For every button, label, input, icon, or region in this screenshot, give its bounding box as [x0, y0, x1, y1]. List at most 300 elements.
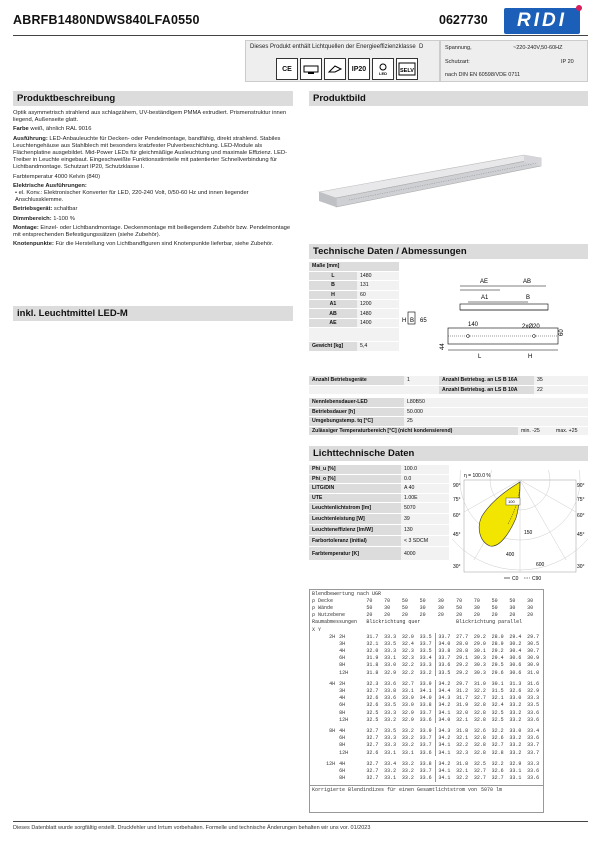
ugr-cell: 32.4 [401, 640, 414, 647]
schutzart-label: Schutzart: [445, 59, 470, 65]
ugr-cell: 33.7 [436, 655, 454, 662]
ugr-row [310, 648, 543, 655]
ugr-cell: 33.3 [527, 760, 540, 767]
ugr-cell: 32.7 [366, 735, 379, 742]
ip20-icon [348, 58, 370, 80]
ugr-cell: 32.2 [456, 742, 469, 749]
licht-table [309, 465, 449, 561]
ugr-cell: 6H [339, 655, 346, 662]
ugr-x [310, 669, 337, 676]
ugr-cell: 32.0 [456, 709, 469, 716]
polar-90r: 90° [577, 483, 585, 489]
ugr-cell: 30.3 [473, 669, 486, 676]
ugr-cell: 33.5 [419, 633, 432, 640]
ugr-cell: 6H [339, 702, 346, 709]
ugr-cell: 33.6 [527, 775, 540, 782]
ugr-cell: 32.6 [366, 695, 379, 702]
ugr-row [310, 695, 543, 702]
ugr-cell: 33.7 [419, 640, 432, 647]
ugr-cell: 33.6 [527, 716, 540, 723]
ugr-row [310, 760, 543, 767]
ugr-cell: 33.3 [384, 648, 397, 655]
ugr-cell: 30.3 [473, 662, 486, 669]
ugr-cell: 33.2 [384, 767, 397, 774]
ugr-cell: 33.0 [401, 702, 414, 709]
polar-30l: 30° [453, 564, 461, 570]
ugr-cell: 50 [401, 604, 408, 611]
ugr-cell: 3H [339, 640, 346, 647]
ugr-cell: 34.2 [436, 735, 454, 742]
licht-value: 130 [401, 525, 449, 536]
ugr-cell: 50 [366, 604, 373, 611]
ugr-row [310, 727, 543, 734]
ugr-cell: 34.1 [436, 742, 454, 749]
dim-ab: AB [523, 279, 532, 285]
ugr-note-value: 5070 lm [481, 786, 503, 793]
ip20-text: IP20 [351, 65, 367, 73]
ugr-cell: 50 [491, 604, 498, 611]
masse-table [309, 262, 399, 352]
ugr-row [310, 742, 543, 749]
ugr-cell: 30.6 [509, 655, 522, 662]
ugr-x [310, 735, 337, 742]
ugr-x [310, 695, 337, 702]
ugr-cell: 20 [527, 612, 534, 619]
ugr-dir-label: Blickrichtung parallel [456, 619, 523, 626]
ugr-cell: 33.1 [401, 688, 414, 695]
ugr-cell: 32.3 [401, 648, 414, 655]
ugr-cell: 30.6 [509, 669, 522, 676]
ugr-cell: ρ Wände [312, 604, 334, 611]
ugr-x [310, 709, 337, 716]
ugr-cell: 32.8 [473, 742, 486, 749]
polar-diagram [452, 470, 588, 582]
ugr-cell: 33.4 [384, 760, 397, 767]
ugr-cell: 12H [339, 749, 349, 756]
ugr-cell: 30.9 [527, 655, 540, 662]
licht-value: 39 [401, 514, 449, 525]
ugr-cell: 31.5 [491, 688, 504, 695]
ugr-cell: 33.5 [419, 648, 432, 655]
ugr-cell: 33.3 [384, 709, 397, 716]
ugr-cell: 8H [339, 709, 346, 716]
ugr-row [310, 669, 543, 676]
ugr-cell: 30.1 [473, 648, 486, 655]
section-technische-daten: Technische Daten / Abmessungen [309, 244, 588, 259]
ugr-cell: 3H [339, 688, 346, 695]
ugr-cell: 33.2 [419, 669, 432, 676]
ugr-cell: 30.4 [509, 648, 522, 655]
ugr-cell: 32.9 [401, 716, 414, 723]
dim-b2: B [410, 318, 415, 324]
ugr-cell: 34.0 [419, 695, 432, 702]
dim-h: H [402, 318, 407, 324]
licht-value: 4000 [401, 547, 449, 561]
ugr-cell: 32.3 [401, 655, 414, 662]
ugr-cell: 33.2 [401, 742, 414, 749]
ugr-cell: 20 [491, 612, 498, 619]
ugr-cell: 50 [419, 597, 426, 604]
ugr-cell: 33.6 [527, 709, 540, 716]
ugr-cell: 32.1 [456, 716, 469, 723]
ugr-x [310, 655, 337, 662]
ugr-cell: 32.2 [491, 727, 504, 734]
ugr-cell: 32.7 [473, 775, 486, 782]
ugr-cell: 30.3 [473, 655, 486, 662]
ugr-cell: 50 [401, 597, 408, 604]
ugr-cell: 20 [384, 612, 391, 619]
masse-label: H [309, 290, 357, 299]
ugr-title: Blendbewertung nach UGR [312, 590, 382, 597]
ugr-cell: 33.0 [509, 727, 522, 734]
ugr-cell: 34.1 [436, 749, 454, 756]
section-lichttechnische: Lichttechnische Daten [309, 446, 588, 461]
ugr-cell: 33.5 [527, 702, 540, 709]
ugr-cell: 31.9 [366, 655, 379, 662]
ugr-cell: 32.7 [366, 775, 379, 782]
ugr-cell: 34.3 [436, 695, 454, 702]
energy-class: D [419, 44, 424, 50]
licht-label: Phi_o [%] [309, 474, 401, 483]
licht-value: 0.0 [401, 474, 449, 483]
ugr-dir-label: Blickrichtung quer [366, 619, 421, 626]
polar-c0: C0 [512, 576, 519, 582]
ugr-cell: 4H [339, 760, 346, 767]
polar-90l: 90° [453, 483, 461, 489]
ugr-cell: 6H [339, 767, 346, 774]
ugr-x [310, 648, 337, 655]
ugr-cell: 32.4 [491, 702, 504, 709]
ugr-cell: 70 [384, 597, 391, 604]
lebens-label: Nennlebensdauer-LED [309, 398, 404, 407]
ugr-cell: 33.6 [419, 716, 432, 723]
footer-divider [13, 821, 588, 822]
ugr-cell: 32.2 [456, 775, 469, 782]
ugr-cell: 32.5 [366, 716, 379, 723]
ugr-cell: 34.2 [436, 702, 454, 709]
masse-label: B [309, 281, 357, 290]
ugr-cell: 70 [366, 597, 373, 604]
ugr-cell: 33.7 [436, 633, 454, 640]
ugr-cell: 33.1 [384, 655, 397, 662]
ugr-row [310, 662, 543, 669]
ugr-cell: 31.8 [366, 662, 379, 669]
ugr-cell: 33.2 [509, 742, 522, 749]
polar-60r: 60° [577, 513, 585, 519]
ugr-cell: 32.9 [509, 760, 522, 767]
lebens-value: 50.000 [404, 407, 588, 416]
header-divider [13, 35, 588, 36]
ugr-cell: 50 [509, 597, 516, 604]
ugr-cell: 34.2 [436, 680, 454, 687]
masse-label: AE [309, 318, 357, 327]
ugr-cell: 32.2 [491, 760, 504, 767]
ugr-cell: 32.6 [366, 749, 379, 756]
ugr-cell: 27.7 [456, 633, 469, 640]
ugr-cell: 4H [339, 695, 346, 702]
ugr-cell: 32.8 [473, 702, 486, 709]
ugr-cell: 32.1 [366, 640, 379, 647]
ugr-row [310, 749, 543, 756]
ugr-x [310, 742, 337, 749]
desc-dimm: Dimmbereich: 1-100 % [13, 215, 75, 222]
anz-value: 1 [404, 376, 439, 385]
spec-box [440, 40, 588, 82]
ugr-cell: 33.8 [419, 760, 432, 767]
ugr-row [310, 640, 543, 647]
ugr-cell: 33.2 [509, 709, 522, 716]
ugr-cell: 29.2 [456, 662, 469, 669]
ugr-cell: 30.6 [509, 662, 522, 669]
ugr-cell: 20 [437, 612, 444, 619]
ugr-cell: 32.1 [491, 695, 504, 702]
ugr-cell: 33.7 [419, 709, 432, 716]
polar-75l: 75° [453, 497, 461, 503]
ugr-cell: 32.6 [491, 735, 504, 742]
ugr-cell: 33.6 [527, 767, 540, 774]
ugr-x [310, 775, 337, 782]
ugr-cell: 20 [401, 612, 408, 619]
ugr-cell: 30.9 [527, 662, 540, 669]
ugr-cell: 33.7 [419, 767, 432, 774]
ugr-cell: 32.3 [456, 749, 469, 756]
ugr-cell: 34.4 [436, 687, 454, 694]
ugr-cell: 32.8 [473, 716, 486, 723]
energy-text [250, 44, 423, 50]
masse-label: AB [309, 309, 357, 318]
ugr-cell: 32.7 [473, 767, 486, 774]
ugr-cell: 29.6 [491, 669, 504, 676]
ugr-cell: 29.0 [473, 640, 486, 647]
licht-value: A 40 [401, 484, 449, 493]
section-leuchtmittel: inkl. Leuchtmittel LED-M [13, 306, 293, 321]
ugr-cell: 30 [437, 597, 444, 604]
ugr-cell: 33.9 [419, 680, 432, 687]
ugr-cell: 20 [456, 612, 463, 619]
licht-label: UTE [309, 493, 401, 502]
lebens-value: 25 [404, 417, 588, 426]
svg-text:LED: LED [379, 71, 387, 76]
ugr-x [310, 640, 337, 647]
masse-title: Maße [mm] [309, 262, 399, 271]
ugr-row [310, 655, 543, 662]
ugr-cell: 34.3 [436, 727, 454, 734]
b16-label: Anzahl Betriebsg. an LS B 16A [439, 376, 534, 385]
ugr-row [310, 716, 543, 723]
selv-icon [396, 58, 418, 80]
temp-range-label: Zulässiger Temperaturbereich [°C] (nicht kondensierend) [309, 426, 518, 435]
dim-140: 140 [468, 322, 479, 328]
ugr-cell: 33.9 [419, 727, 432, 734]
ugr-row [310, 709, 543, 716]
ugr-cell: 34.1 [436, 767, 454, 774]
ugr-cell: 34.1 [419, 688, 432, 695]
ugr-cell: 33.0 [384, 662, 397, 669]
betrieb-table [309, 376, 588, 395]
lebensdauer-table [309, 398, 588, 436]
ugr-cell: 32.7 [473, 695, 486, 702]
ugr-cell: 33.0 [401, 695, 414, 702]
cert-icons [276, 58, 418, 80]
ugr-cell: 32.9 [527, 688, 540, 695]
licht-value: 1.00E [401, 493, 449, 502]
masse-value: 60 [357, 290, 399, 299]
licht-label: Phi_u [%] [309, 465, 401, 474]
ugr-cell: 34.2 [436, 760, 454, 767]
licht-label: Leuchteneffizienz [lm/W] [309, 525, 401, 536]
ugr-cell: 32.9 [401, 709, 414, 716]
ugr-cell: 28.8 [456, 648, 469, 655]
dim-ae: AE [480, 279, 489, 285]
ugr-cell: 33.3 [419, 662, 432, 669]
ugr-cell: 33.3 [384, 742, 397, 749]
spannung-label: Spannung, [445, 45, 472, 51]
ugr-x: 2H [329, 633, 336, 640]
ugr-cell: 33.6 [384, 695, 397, 702]
polar-r100: 100 [508, 499, 515, 504]
ugr-row [310, 767, 543, 774]
desc-elek-label: Elektrische Ausführungen: [13, 182, 87, 189]
ugr-cell: 33.4 [527, 727, 540, 734]
desc-elek: • el. Konv.: Elektronischer Konverter für LED, 220-240 Volt, 0/50-60 Hz und innen liegender Anschlussklemme. [15, 190, 249, 204]
ugr-cell: 32.2 [401, 669, 414, 676]
ugr-cell: 33.3 [384, 633, 397, 640]
ugr-x: 8H [329, 727, 336, 734]
ugr-row [310, 775, 543, 782]
ce-text: CE [282, 65, 292, 73]
ugr-cell: 32.8 [473, 749, 486, 756]
ugr-cell: 32.5 [473, 760, 486, 767]
ugr-cell: 28.0 [491, 633, 504, 640]
ugr-cell: 29.2 [491, 648, 504, 655]
ugr-cell: 29.1 [456, 655, 469, 662]
ugr-x [310, 749, 337, 756]
licht-label: Farbortoleranz (initial) [309, 536, 401, 547]
polar-r150: 150 [524, 530, 533, 536]
ugr-cell: 34.0 [436, 716, 454, 723]
ugr-x [310, 687, 337, 694]
ugr-cell: 32.7 [366, 727, 379, 734]
ugr-cell: 8H [339, 662, 346, 669]
ugr-cell: 32.8 [491, 749, 504, 756]
ugr-cell: 32.7 [366, 688, 379, 695]
ugr-cell: 32.7 [366, 760, 379, 767]
ugr-cell: 33.3 [384, 735, 397, 742]
ugr-x: 4H [329, 680, 336, 687]
ugr-cell: 33.2 [401, 727, 414, 734]
ugr-cell: 33.7 [527, 749, 540, 756]
ugr-cell: 20 [473, 612, 480, 619]
dimension-drawing [398, 266, 588, 372]
licht-value: 100.0 [401, 465, 449, 474]
desc-ausfuehrung: Ausführung: LED-Anbauleuchte für Decken- oder Pendelmontage, bandfähig, direkt strahlend. Stabiles Leuchtengehäuse aus Stahlblech mit besonders kratzfester Pulverbeschichtung. LED-Module als Flächenplatine ausgebildet. Mid-Power LEDs für gleichmäßige Ausleuchtung und maximale Effizienz. LED-Treiber in Leuchte eingebaut. Eingeschweißte Funktionsstirnteile mit patentierter Schnellverbindung für Lichtbandmontage. Schutzart IP20, Schutzklasse I. [13, 135, 288, 171]
lebens-value: L80B50 [404, 398, 588, 407]
ugr-cell: ρ Decke [312, 597, 334, 604]
polar-30r: 30° [577, 564, 585, 570]
ugr-row [310, 633, 543, 640]
ugr-cell: 32.9 [384, 669, 397, 676]
ugr-row [310, 735, 543, 742]
ugr-header-row [310, 612, 543, 619]
ugr-cell: 31.9 [456, 702, 469, 709]
ugr-cell: 29.4 [509, 633, 522, 640]
b16-value: 35 [534, 376, 588, 385]
ugr-cell: 33.2 [401, 735, 414, 742]
temp-max: max. +25 [553, 426, 588, 435]
section-produktbild: Produktbild [309, 91, 588, 106]
ugr-cell: 33.6 [436, 662, 454, 669]
gewicht-label: Gewicht [kg] [309, 342, 357, 351]
ugr-cell: 32.7 [491, 742, 504, 749]
anz-label: Anzahl Betriebsgeräte [309, 376, 404, 385]
ugr-cell: 31.7 [366, 633, 379, 640]
ugr-dir-row [310, 619, 543, 626]
article-number: 0627730 [439, 13, 488, 27]
ugr-cell: 31.0 [527, 669, 540, 676]
svg-text:SELV: SELV [400, 68, 414, 74]
ugr-cell: 34.1 [436, 709, 454, 716]
ugr-cell: 50 [456, 604, 463, 611]
dim-a1: A1 [481, 295, 489, 301]
polar-eta: η = 100.0 % [464, 473, 491, 479]
ugr-table [309, 589, 544, 813]
ugr-cell: 33.7 [419, 735, 432, 742]
masse-value: 1400 [357, 318, 399, 327]
ugr-cell: 12H [339, 716, 349, 723]
ugr-x [310, 716, 337, 723]
ugr-cell: 33.3 [527, 695, 540, 702]
licht-value: 5070 [401, 503, 449, 514]
desc-farbtemp: Farbtemperatur 4000 Kelvin (840) [13, 173, 100, 180]
ugr-xy-label: X Y [312, 626, 322, 633]
energy-label: Dieses Produkt enthält Lichtquellen der Energieeffizienzklasse [250, 44, 416, 50]
dim-60: 60 [559, 329, 565, 336]
b10-label: Anzahl Betriebsg. an LS B 10A [439, 385, 534, 394]
ugr-cell: 33.0 [509, 695, 522, 702]
led-icon [372, 58, 394, 80]
ugr-cell: 31.2 [456, 688, 469, 695]
temp-min: min. -25 [518, 426, 553, 435]
ugr-cell: 31.8 [456, 760, 469, 767]
ugr-cell: 29.4 [491, 655, 504, 662]
ugr-cell: 31.7 [456, 695, 469, 702]
ugr-cell: 12H [339, 669, 349, 676]
ugr-cell: 29.2 [473, 633, 486, 640]
ugr-cell: 70 [473, 597, 480, 604]
ugr-cell: 32.7 [401, 680, 414, 687]
ugr-cell: ρ Nutzebene [312, 612, 346, 619]
polar-75r: 75° [577, 497, 585, 503]
ugr-cell: 30 [384, 604, 391, 611]
ugr-cell: 32.7 [366, 767, 379, 774]
gewicht-value: 5,4 [357, 342, 399, 351]
ugr-cell: 30 [437, 604, 444, 611]
ugr-cell: 33.2 [401, 767, 414, 774]
ugr-cell: 32.6 [491, 767, 504, 774]
product-code: ABRFB1480NDWS840LFA0550 [13, 13, 200, 27]
ugr-cell: 30 [527, 604, 534, 611]
ugr-note: Korrigierte Blendindizes für einen Gesamtlichtstrom von [312, 786, 478, 793]
ugr-cell: 70 [456, 597, 463, 604]
ugr-cell: 29.7 [527, 633, 540, 640]
logo-dot [576, 5, 582, 11]
ugr-cell: 32.2 [401, 662, 414, 669]
ugr-cell: 30 [419, 604, 426, 611]
masse-value: 1480 [357, 309, 399, 318]
ugr-cell: 33.2 [401, 775, 414, 782]
ugr-cell: 31.6 [527, 680, 540, 687]
ugr-cell: 8H [339, 775, 346, 782]
